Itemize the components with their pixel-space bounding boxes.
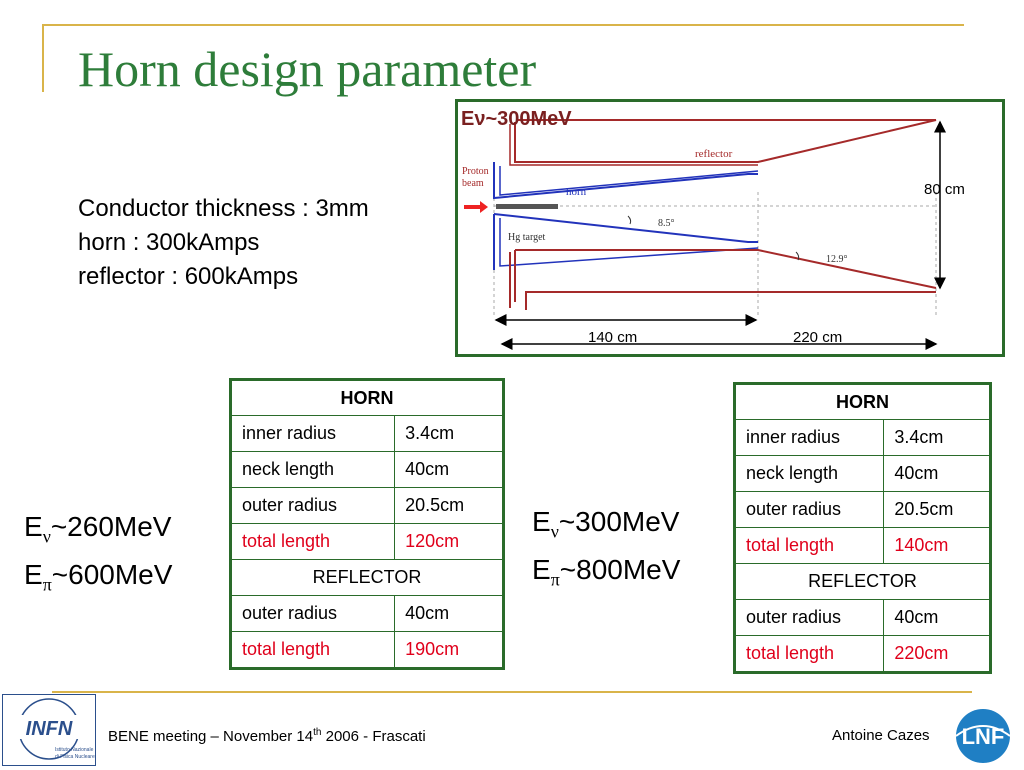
row-label: inner radius (735, 420, 884, 456)
table-row (231, 596, 504, 632)
horn-upper-inner (500, 166, 758, 195)
label-hg-target: Hg target (508, 232, 546, 243)
row-value: 120cm (395, 524, 504, 560)
row-value: 40cm (884, 456, 991, 492)
row-value: 140cm (884, 528, 991, 564)
label-proton: Proton (462, 166, 489, 177)
row-value: 40cm (395, 452, 504, 488)
top-frame-line (42, 24, 964, 26)
row-value: 20.5cm (884, 492, 991, 528)
row-label: total length (231, 524, 395, 560)
table-row (231, 452, 504, 488)
reflector-header: REFLECTOR (735, 564, 991, 600)
energy-value: ~600MeV (51, 558, 173, 590)
meeting-sup: th (313, 727, 322, 738)
energy-value: ~800MeV (559, 553, 681, 585)
horn-diagram (455, 99, 1005, 357)
table-row (231, 632, 504, 669)
energy-value: ~260MeV (50, 511, 172, 542)
row-label: neck length (231, 452, 395, 488)
spec-line: Conductor thickness : 3mm (78, 195, 369, 222)
row-label: total length (735, 528, 884, 564)
label-angle-horn: 8.5° (658, 218, 675, 229)
row-label: outer radius (231, 596, 395, 632)
lnf-logo-icon (950, 706, 1016, 764)
horn-diagram-svg (458, 102, 1002, 354)
row-value: 3.4cm (395, 416, 504, 452)
label-angle-reflector: 12.9° (826, 254, 848, 265)
table-row (735, 456, 991, 492)
meeting-suffix: 2006 - Frascati (321, 728, 426, 745)
proton-beam-arrowhead (480, 201, 488, 213)
row-value: 40cm (395, 596, 504, 632)
label-reflector: reflector (695, 148, 733, 160)
row-label: outer radius (735, 492, 884, 528)
horn-header: HORN (231, 380, 504, 416)
params-table-left (229, 378, 505, 670)
energy-value: ~300MeV (558, 506, 680, 537)
energy-left (24, 508, 172, 603)
params-table-right (733, 382, 992, 674)
reflector-lower-base (526, 292, 936, 310)
nu-symbol: ν (550, 521, 559, 542)
reflector-lower-outline (510, 250, 936, 308)
table-row (735, 492, 991, 528)
spec-line: horn : 300kAmps (78, 229, 260, 256)
infn-logo-text: INFN (25, 718, 73, 740)
horn-header: HORN (735, 384, 991, 420)
row-label: total length (735, 636, 884, 673)
row-label: inner radius (231, 416, 395, 452)
row-value: 190cm (395, 632, 504, 669)
footer-divider (52, 691, 972, 693)
infn-logo-sub2: di Fisica Nucleare (55, 754, 95, 760)
lnf-logo (950, 706, 1016, 764)
label-length-reflector: 220 cm (793, 329, 843, 346)
pi-symbol: π (550, 569, 560, 590)
label-height: 80 cm (924, 181, 965, 198)
label-length-horn: 140 cm (588, 329, 638, 346)
footer-author: Antoine Cazes (832, 727, 930, 744)
table-row (735, 420, 991, 456)
hg-target (496, 204, 558, 209)
label-horn: horn (566, 186, 587, 198)
lnf-logo-text: LNF (961, 724, 1005, 749)
infn-logo-icon (3, 695, 95, 765)
infn-logo-sub1: Istituto Nazionale (55, 747, 94, 753)
table-row (231, 488, 504, 524)
infn-logo (2, 694, 96, 766)
table-row (231, 416, 504, 452)
table-row (735, 528, 991, 564)
row-value: 220cm (884, 636, 991, 673)
specs-text (78, 192, 369, 294)
meeting-text: BENE meeting – November 14 (108, 728, 314, 745)
energy-prefix: E (24, 511, 43, 542)
energy-prefix: E (532, 506, 551, 537)
energy-right (532, 503, 680, 598)
energy-prefix: E (532, 553, 551, 585)
energy-pi-line (24, 556, 172, 604)
left-frame-line (42, 24, 44, 92)
row-label: neck length (735, 456, 884, 492)
slide-title: Horn design parameter (78, 41, 537, 97)
energy-prefix: E (24, 558, 43, 590)
energy-pi-line (532, 551, 680, 599)
diagram-energy-label: Eν~300MeV (461, 108, 572, 130)
row-value: 20.5cm (395, 488, 504, 524)
row-value: 40cm (884, 600, 991, 636)
table-row (231, 524, 504, 560)
spec-line: reflector : 600kAmps (78, 263, 299, 290)
energy-nu-line (24, 508, 172, 556)
label-beam: beam (462, 178, 484, 189)
reflector-header: REFLECTOR (231, 560, 504, 596)
footer-meeting (108, 727, 426, 745)
pi-symbol: π (42, 574, 52, 595)
row-label: outer radius (231, 488, 395, 524)
nu-symbol: ν (42, 526, 51, 547)
table-row (735, 636, 991, 673)
row-value: 3.4cm (884, 420, 991, 456)
row-label: outer radius (735, 600, 884, 636)
row-label: total length (231, 632, 395, 669)
energy-nu-line (532, 503, 680, 551)
angle-arc-horn (628, 216, 631, 224)
table-row (735, 600, 991, 636)
